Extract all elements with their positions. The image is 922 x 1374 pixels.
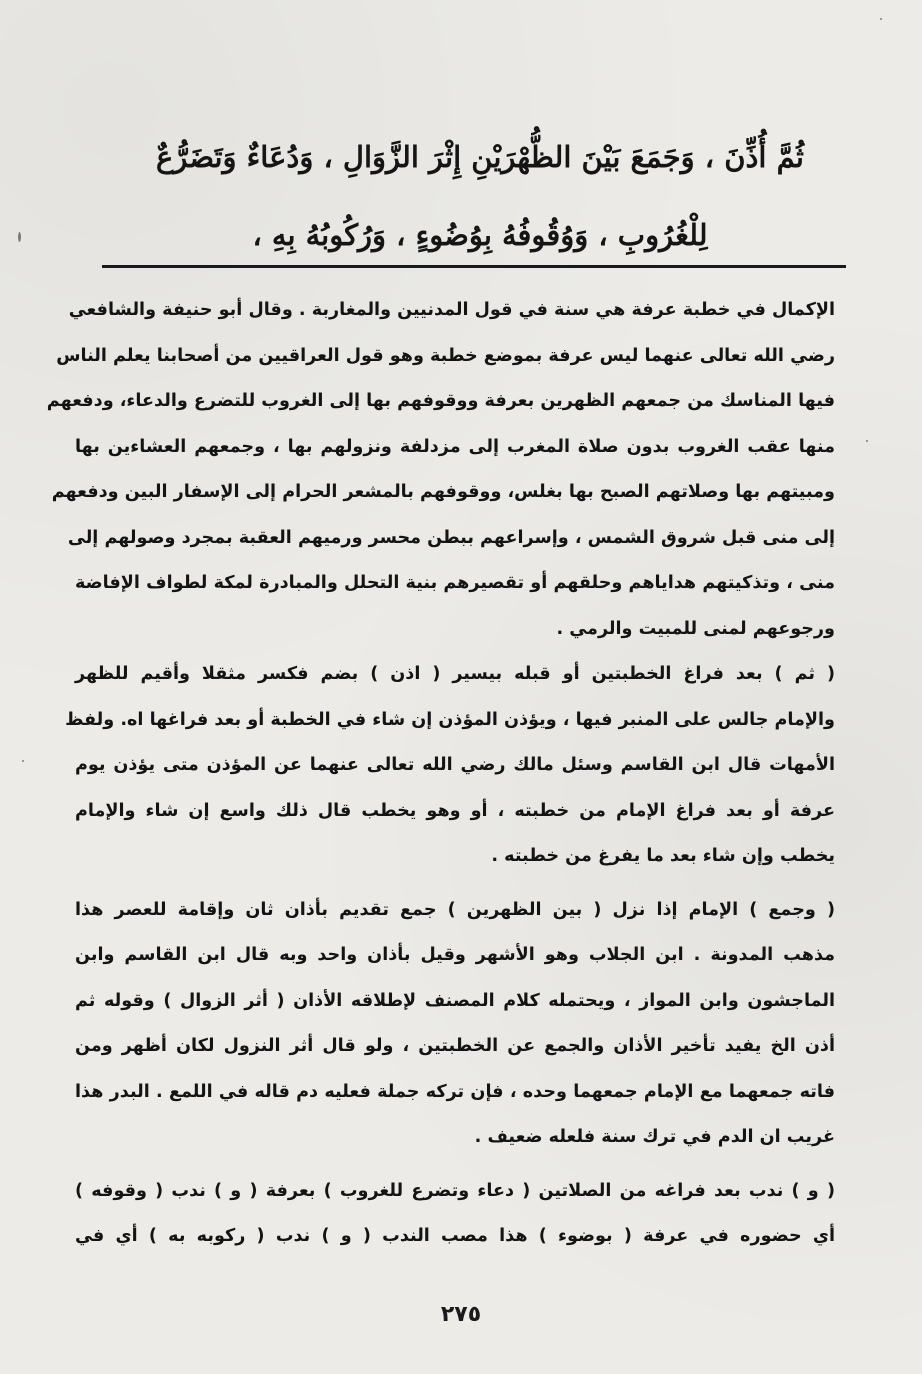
text-line: ( ثم ) بعد فراغ الخطبتين أو قبله بيسير ( اذن ) بضم فكسر مثقلا وأقيم للظهر: [75, 664, 835, 684]
text-line: رضي الله تعالى عنهما ليس عرفة بموضع خطبة وهو قول العراقيين من أصحابنا يعلم الناس: [56, 345, 835, 366]
text-line: فاته جمعهما مع الإمام جمعهما وحده ، فإن تركه جملة فعليه دم قاله في اللمع . البدر هذا: [75, 1081, 835, 1102]
text-line: ومبيتهم بها وصلاتهم الصبح بها بغلس، ووقوفهم بالمشعر الحرام إلى الإسفار البين ودفعهم: [51, 482, 835, 502]
text-line: أي حضوره في عرفة ( بوضوء ) هذا مصب الندب ( و ) ندب ( ركوبه به ) أي في: [75, 1226, 835, 1246]
text-line: منى ، وتذكيتهم هداياهم وحلقهم أو تقصيرهم بنية التحلل والمبادرة لمكة لطواف الإفاضة: [75, 573, 835, 593]
text-line: أذن الخ يفيد تأخير الأذان والجمع عن الخطبتين ، ولو قال أثر النزول لكان أظهر ومن: [75, 1036, 835, 1056]
text-line: ( وجمع ) الإمام إذا نزل ( بين الظهرين ) جمع تقديم بأذان ثان وإقامة للعصر هذا: [75, 899, 835, 920]
text-line: إلى منى قبل شروق الشمس ، وإسراعهم ببطن محسر ورميهم العقبة بمجرد وصولهم إلى: [67, 527, 835, 548]
matn-line-2: لِلْغُرُوبِ ، وَوُقُوفُهُ بِوُضُوءٍ ، وَرُكُوبُهُ بِهِ ،: [252, 218, 708, 252]
paragraph-3: [75, 888, 835, 1161]
scan-speck: [866, 440, 868, 442]
text-line: غريب ان الدم في ترك سنة فلعله ضعيف .: [474, 1127, 835, 1147]
commentary-text: [46, 288, 835, 1260]
paragraph-gap: [75, 880, 835, 888]
text-line: مذهب المدونة . ابن الجلاب وهو الأشهر وقيل بأذان واحد وبه قال ابن القاسم وابن: [75, 945, 835, 965]
text-line: الماجشون وابن المواز ، ويحتمله كلام المصنف لإطلاقه الأذان ( أثر الزوال ) وقوله ثم: [75, 990, 835, 1011]
text-line: والإمام جالس على المنبر فيها ، ويؤذن المؤذن إن شاء في الخطبة أو بعد فراغها اه. ولفظ: [65, 709, 835, 730]
matn-line-1: ثُمَّ أُذِّنَ ، وَجَمَعَ بَيْنَ الظُّهْرَيْنِ إِثْرَ الزَّوَالِ ، وَدُعَاءٌ وَتَضَرُّعٌ: [156, 140, 804, 174]
paragraph-1: [46, 288, 835, 652]
paragraph-4: [75, 1169, 835, 1260]
text-line: عرفة أو بعد فراغ الإمام من خطبته ، أو وهو يخطب قال ذلك واسع إن شاء والإمام: [75, 800, 835, 821]
section-divider: [102, 265, 846, 268]
text-line: الأمهات قال ابن القاسم وسئل مالك رضي الله تعالى عنهما عن المؤذن متى يؤذن يوم: [75, 755, 835, 775]
text-line: الإكمال في خطبة عرفة هي سنة في قول المدنيين والمغاربة . وقال أبو حنيفة والشافعي: [68, 300, 835, 320]
text-line: ورجوعهم لمنى للمبيت والرمي .: [556, 618, 835, 639]
text-line: يخطب وإن شاء بعد ما يفرغ من خطبته .: [491, 846, 835, 866]
scan-speck: [18, 232, 21, 242]
paragraph-gap: [75, 1161, 835, 1169]
text-line: فيها المناسك من جمعهم الظهرين بعرفة ووقوفهم بها إلى الغروب للتضرع والدعاء، ودفعهم: [46, 391, 835, 411]
matn-heading: [110, 118, 850, 274]
scan-speck: [880, 18, 882, 20]
text-line: ( و ) ندب بعد فراغه من الصلاتين ( دعاء وتضرع للغروب ) بعرفة ( و ) ندب ( وقوفه ): [75, 1180, 835, 1201]
text-line: منها عقب الغروب بدون صلاة المغرب إلى مزدلفة ونزولهم بها ، وجمعهم العشاءين بها: [75, 436, 835, 457]
scan-speck: [22, 760, 24, 762]
page-number: ٢٧٥: [440, 1302, 482, 1327]
paragraph-2: [65, 652, 835, 880]
